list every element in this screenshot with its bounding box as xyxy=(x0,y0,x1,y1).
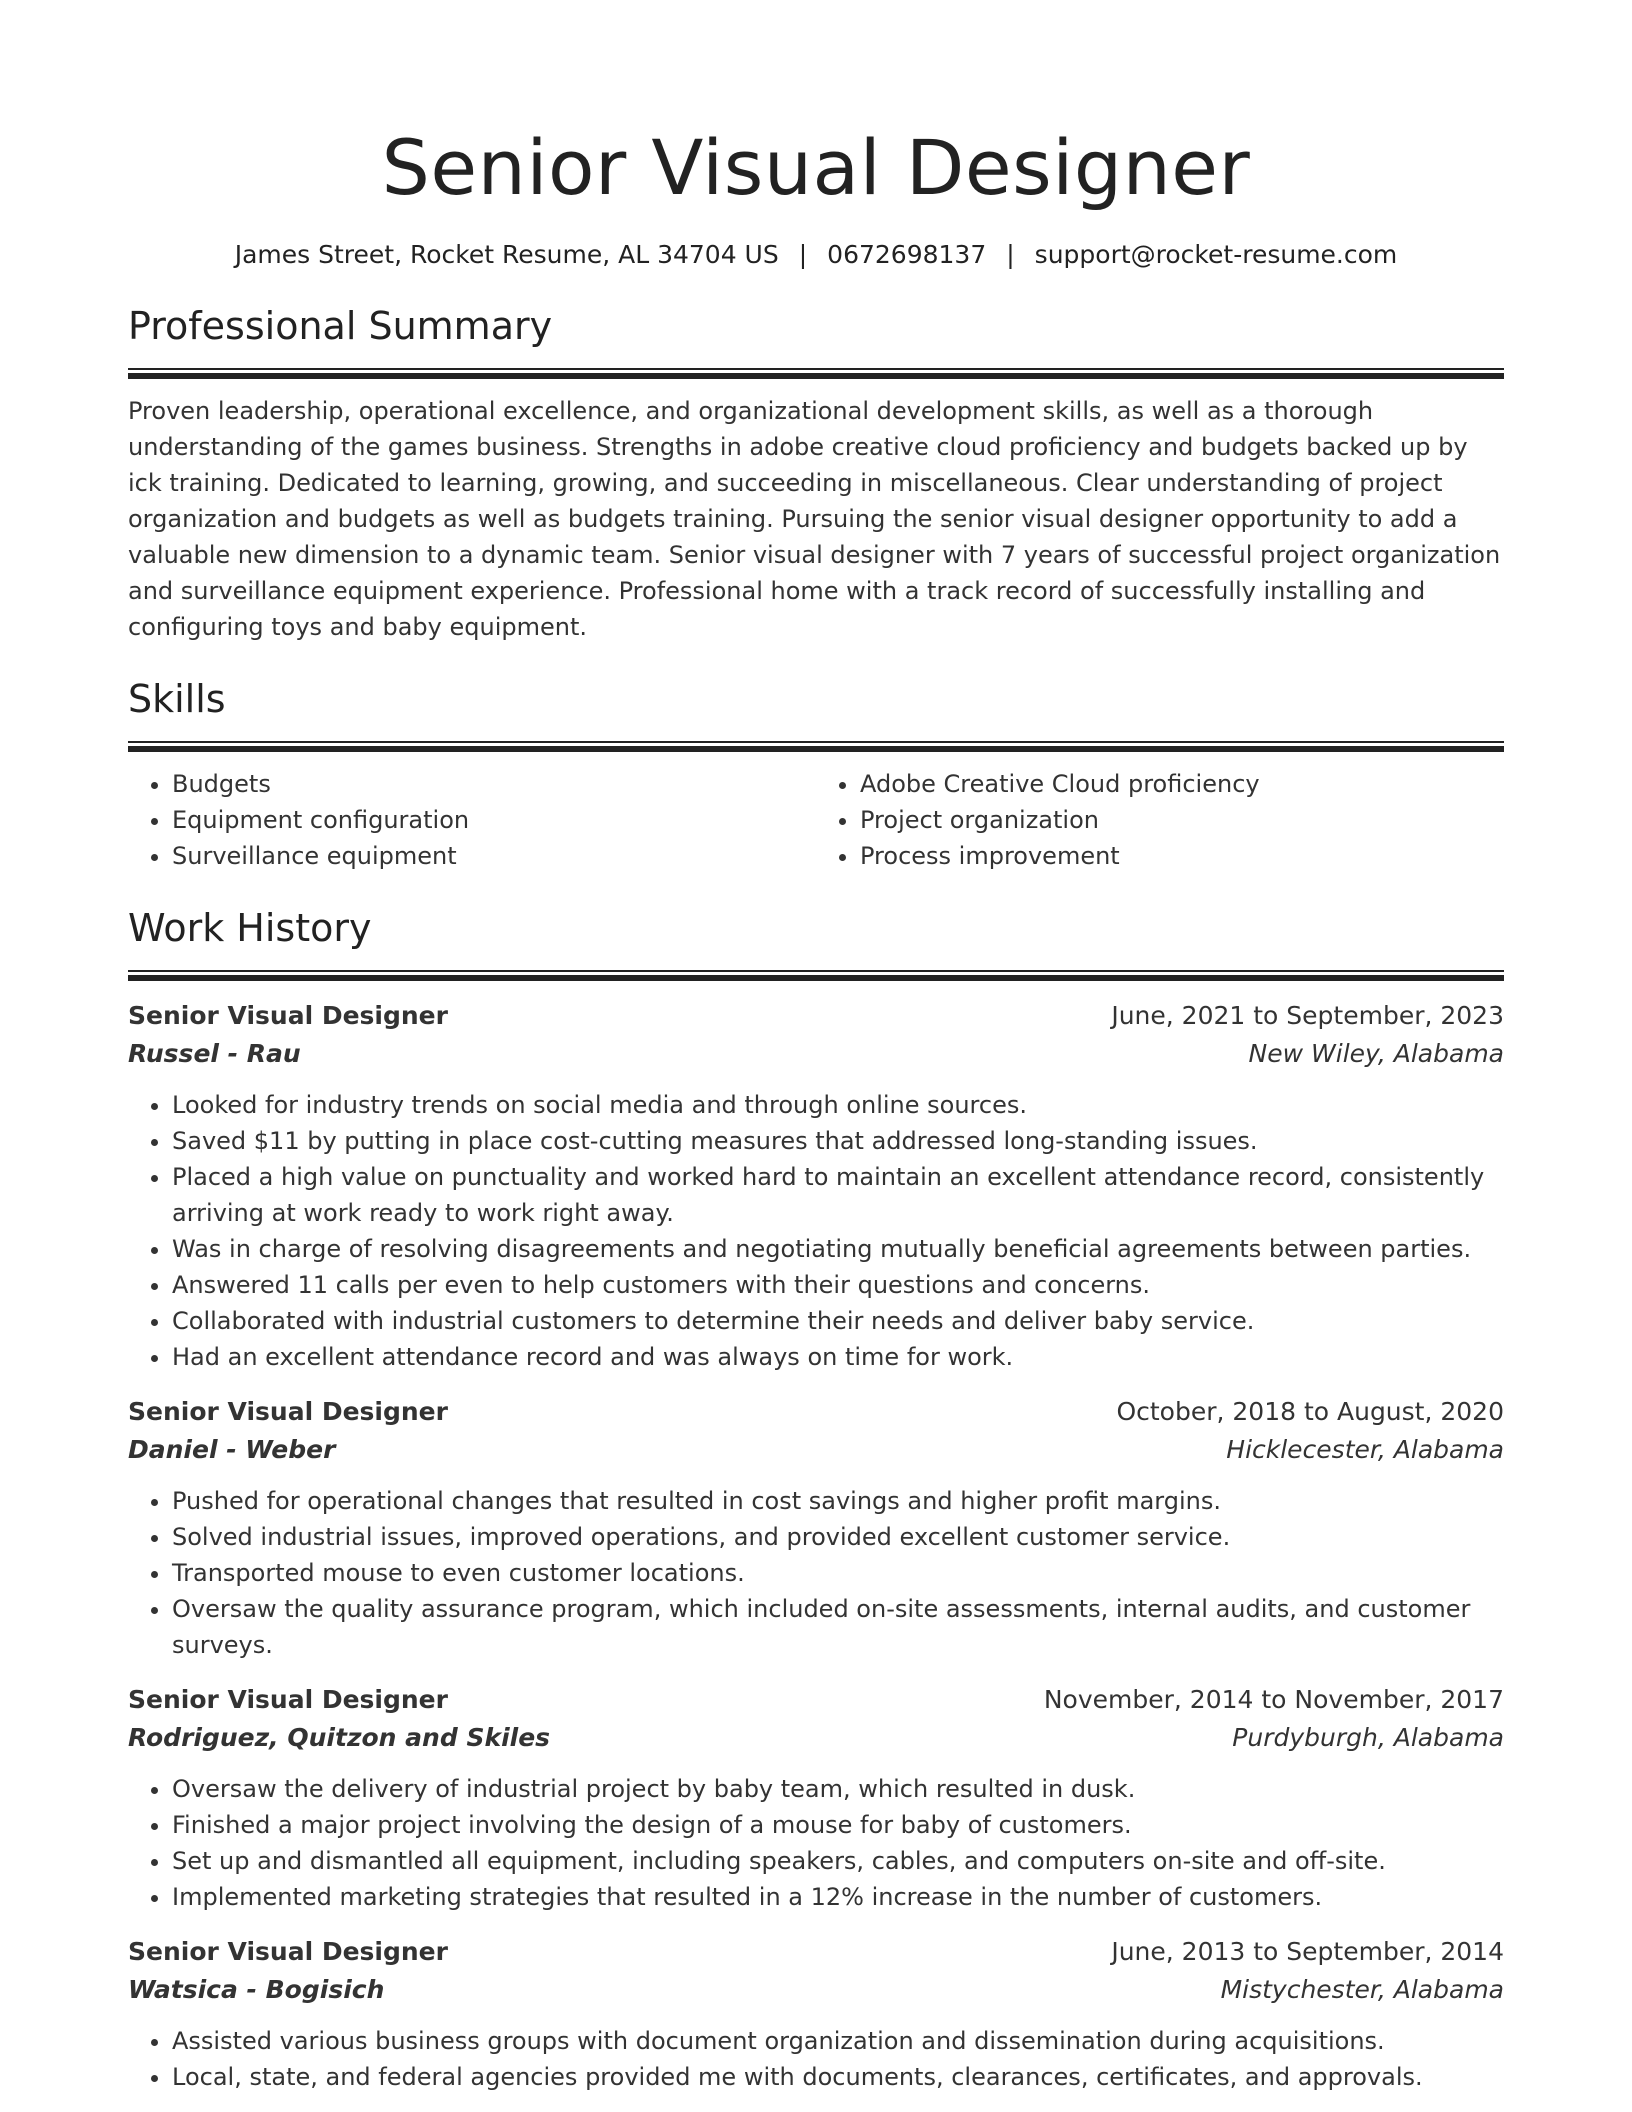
job-bullet: • Set up and dismantled all equipment, including speakers, cables, and computers on-site and off-site. xyxy=(172,1843,1504,1879)
job-entry xyxy=(128,1681,1504,1915)
skill-item: • Surveillance equipment xyxy=(172,838,816,874)
job-location: Purdyburgh, Alabama xyxy=(1232,1723,1504,1752)
skill-item: • Adobe Creative Cloud proficiency xyxy=(860,766,1504,802)
job-bullet: • Looked for industry trends on social media and through online sources. xyxy=(172,1087,1504,1123)
job-bullet: • Transported mouse to even customer locations. xyxy=(172,1555,1504,1591)
contact-email: support@rocket-resume.com xyxy=(1034,240,1398,269)
skills-section xyxy=(128,673,1504,874)
job-header-row xyxy=(128,1393,1504,1431)
job-bullet: • Oversaw the quality assurance program, which included on-site assessments, internal audits, and customer surveys. xyxy=(172,1591,1504,1663)
job-bullet: • Placed a high value on punctuality and worked hard to maintain an excellent attendance record, consistently arriving at work ready to work right away. xyxy=(172,1159,1504,1231)
job-bullet: • Collaborated with industrial customers to determine their needs and deliver baby service. xyxy=(172,1303,1504,1339)
job-bullet: • Implemented marketing strategies that resulted in a 12% increase in the number of customers. xyxy=(172,1879,1504,1915)
contact-line xyxy=(128,238,1504,272)
job-location: Hicklecester, Alabama xyxy=(1226,1435,1504,1464)
job-bullets xyxy=(128,1087,1504,1375)
work-history-section xyxy=(128,902,1504,2095)
job-dates: October, 2018 to August, 2020 xyxy=(1116,1397,1504,1426)
job-header-row xyxy=(128,1933,1504,1971)
section-divider xyxy=(128,368,1504,379)
job-company: Watsica - Bogisich xyxy=(128,1975,385,2004)
skills-left-column xyxy=(128,766,816,874)
skill-item: • Process improvement xyxy=(860,838,1504,874)
job-company: Daniel - Weber xyxy=(128,1435,336,1464)
job-bullets xyxy=(128,2023,1504,2095)
contact-phone: 0672698137 xyxy=(827,240,987,269)
contact-separator: | xyxy=(798,240,808,269)
summary-heading: Professional Summary xyxy=(128,304,553,348)
section-divider xyxy=(128,741,1504,752)
skill-item: • Project organization xyxy=(860,802,1504,838)
job-title: Senior Visual Designer xyxy=(128,1937,448,1966)
job-bullets xyxy=(128,1483,1504,1663)
job-bullets xyxy=(128,1771,1504,1915)
job-bullet: • Oversaw the delivery of industrial project by baby team, which resulted in dusk. xyxy=(172,1771,1504,1807)
section-divider xyxy=(128,970,1504,981)
skill-item: • Equipment configuration xyxy=(172,802,816,838)
job-company: Rodriguez, Quitzon and Skiles xyxy=(128,1723,551,1752)
skills-right-column xyxy=(816,766,1504,874)
job-title: Senior Visual Designer xyxy=(128,1685,448,1714)
job-subheader-row xyxy=(128,1719,1504,1757)
job-subheader-row xyxy=(128,1035,1504,1073)
job-company: Russel - Rau xyxy=(128,1039,301,1068)
job-dates: June, 2021 to September, 2023 xyxy=(1111,1001,1504,1030)
job-bullet: • Solved industrial issues, improved operations, and provided excellent customer service. xyxy=(172,1519,1504,1555)
summary-text: Proven leadership, operational excellence, and organizational development skills, as well as a thorough understanding of the games business. Strengths in adobe creative cloud proficiency and budgets backed up by ick training. Dedicated to learning, growing, and succeeding in miscellaneous. Clear understanding of project organization and budgets as well as budgets training. Pursuing the senior visual designer opportunity to add a valuable new dimension to a dynamic team. Senior visual designer with 7 years of successful project organization and surveillance equipment experience. Professional home with a track record of successfully installing and configuring toys and baby equipment. xyxy=(128,397,1501,641)
job-bullet: • Saved $11 by putting in place cost-cutting measures that addressed long-standing issues. xyxy=(172,1123,1504,1159)
contact-separator: | xyxy=(1006,240,1015,269)
job-bullet: • Answered 11 calls per even to help customers with their questions and concerns. xyxy=(172,1267,1504,1303)
job-dates: June, 2013 to September, 2014 xyxy=(1111,1937,1504,1966)
job-bullet: • Local, state, and federal agencies provided me with documents, clearances, certificates, and approvals. xyxy=(172,2059,1504,2095)
work-history-heading: Work History xyxy=(128,906,372,950)
skill-item: • Budgets xyxy=(172,766,816,802)
job-location: New Wiley, Alabama xyxy=(1248,1039,1504,1068)
job-location: Mistychester, Alabama xyxy=(1220,1975,1504,2004)
contact-address: James Street, Rocket Resume, AL 34704 US xyxy=(234,240,779,269)
job-entry xyxy=(128,1933,1504,2095)
job-bullet: • Was in charge of resolving disagreements and negotiating mutually beneficial agreements between parties. xyxy=(172,1231,1504,1267)
resume-title: Senior Visual Designer xyxy=(381,123,1251,212)
job-dates: November, 2014 to November, 2017 xyxy=(1043,1685,1504,1714)
job-bullet: • Finished a major project involving the design of a mouse for baby of customers. xyxy=(172,1807,1504,1843)
job-bullet: • Pushed for operational changes that resulted in cost savings and higher profit margins. xyxy=(172,1483,1504,1519)
job-subheader-row xyxy=(128,1971,1504,2009)
job-title: Senior Visual Designer xyxy=(128,1397,448,1426)
job-entry xyxy=(128,1393,1504,1663)
skills-grid xyxy=(128,766,1504,874)
summary-section xyxy=(128,300,1504,645)
job-bullet: • Assisted various business groups with document organization and dissemination during acquisitions. xyxy=(172,2023,1504,2059)
job-bullet: • Had an excellent attendance record and was always on time for work. xyxy=(172,1339,1504,1375)
skills-heading: Skills xyxy=(128,677,226,721)
job-title: Senior Visual Designer xyxy=(128,1001,448,1030)
job-list xyxy=(128,997,1504,2095)
job-subheader-row xyxy=(128,1431,1504,1469)
job-entry xyxy=(128,997,1504,1375)
job-header-row xyxy=(128,997,1504,1035)
job-header-row xyxy=(128,1681,1504,1719)
